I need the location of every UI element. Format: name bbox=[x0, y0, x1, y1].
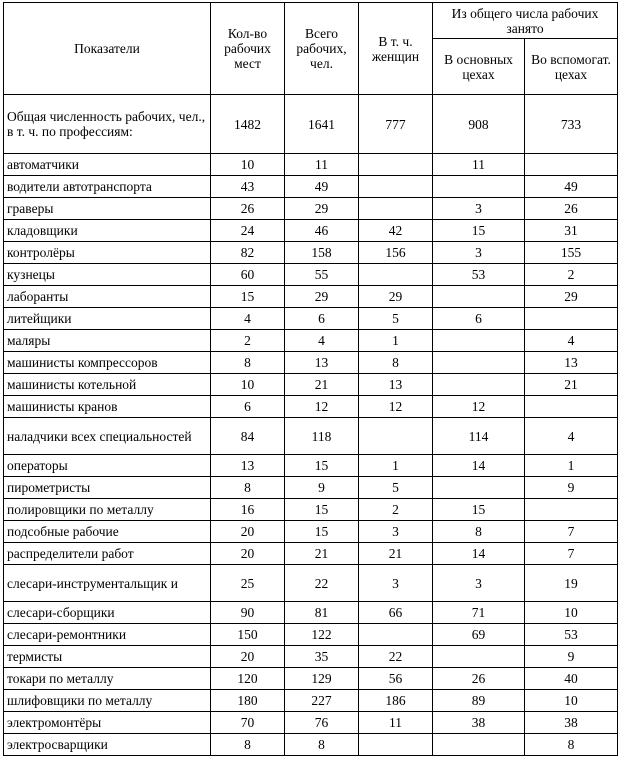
cell-name: шлифовщики по металлу bbox=[4, 690, 211, 712]
table-row bbox=[4, 477, 618, 499]
cell-women: 1 bbox=[359, 455, 433, 477]
cell-places: 1482 bbox=[211, 95, 285, 154]
cell-aux bbox=[525, 154, 618, 176]
cell-aux: 31 bbox=[525, 220, 618, 242]
cell-total: 81 bbox=[285, 602, 359, 624]
cell-aux: 38 bbox=[525, 712, 618, 734]
header-places: Кол-во рабочих мест bbox=[211, 3, 285, 95]
table-row bbox=[4, 565, 618, 602]
cell-places: 150 bbox=[211, 624, 285, 646]
cell-aux: 53 bbox=[525, 624, 618, 646]
cell-places: 20 bbox=[211, 646, 285, 668]
cell-total: 76 bbox=[285, 712, 359, 734]
cell-total: 21 bbox=[285, 374, 359, 396]
table-row bbox=[4, 95, 618, 154]
cell-places: 2 bbox=[211, 330, 285, 352]
cell-aux: 40 bbox=[525, 668, 618, 690]
cell-places: 8 bbox=[211, 734, 285, 756]
cell-aux: 10 bbox=[525, 602, 618, 624]
cell-name: машинисты котельной bbox=[4, 374, 211, 396]
cell-main bbox=[433, 330, 525, 352]
cell-places: 120 bbox=[211, 668, 285, 690]
cell-places: 26 bbox=[211, 198, 285, 220]
cell-aux: 155 bbox=[525, 242, 618, 264]
table-row bbox=[4, 308, 618, 330]
cell-aux: 733 bbox=[525, 95, 618, 154]
cell-name: слесари-сборщики bbox=[4, 602, 211, 624]
cell-women: 3 bbox=[359, 521, 433, 543]
cell-name: Общая численность рабочих, чел., в т. ч. по профессиям: bbox=[4, 95, 211, 154]
cell-name: операторы bbox=[4, 455, 211, 477]
cell-main bbox=[433, 646, 525, 668]
cell-places: 20 bbox=[211, 521, 285, 543]
cell-aux bbox=[525, 308, 618, 330]
cell-aux: 13 bbox=[525, 352, 618, 374]
cell-name: водители автотранспорта bbox=[4, 176, 211, 198]
header-women: В т. ч. женщин bbox=[359, 3, 433, 95]
cell-women: 3 bbox=[359, 565, 433, 602]
cell-total: 46 bbox=[285, 220, 359, 242]
cell-aux: 49 bbox=[525, 176, 618, 198]
cell-main: 6 bbox=[433, 308, 525, 330]
cell-total: 4 bbox=[285, 330, 359, 352]
cell-total: 122 bbox=[285, 624, 359, 646]
cell-women: 13 bbox=[359, 374, 433, 396]
cell-women: 11 bbox=[359, 712, 433, 734]
cell-total: 158 bbox=[285, 242, 359, 264]
cell-total: 21 bbox=[285, 543, 359, 565]
cell-total: 12 bbox=[285, 396, 359, 418]
cell-places: 15 bbox=[211, 286, 285, 308]
cell-aux: 21 bbox=[525, 374, 618, 396]
cell-women: 2 bbox=[359, 499, 433, 521]
cell-main: 12 bbox=[433, 396, 525, 418]
cell-name: кузнецы bbox=[4, 264, 211, 286]
header-aux: Во вспомогат. цехах bbox=[525, 39, 618, 95]
cell-main: 114 bbox=[433, 418, 525, 455]
cell-places: 180 bbox=[211, 690, 285, 712]
table-row bbox=[4, 154, 618, 176]
table-row bbox=[4, 734, 618, 756]
cell-aux: 7 bbox=[525, 543, 618, 565]
cell-places: 43 bbox=[211, 176, 285, 198]
cell-women: 5 bbox=[359, 477, 433, 499]
cell-main: 11 bbox=[433, 154, 525, 176]
cell-main: 3 bbox=[433, 565, 525, 602]
cell-women: 186 bbox=[359, 690, 433, 712]
cell-name: автоматчики bbox=[4, 154, 211, 176]
table-row bbox=[4, 521, 618, 543]
cell-main: 14 bbox=[433, 543, 525, 565]
cell-places: 4 bbox=[211, 308, 285, 330]
cell-aux bbox=[525, 396, 618, 418]
cell-main bbox=[433, 734, 525, 756]
cell-main: 8 bbox=[433, 521, 525, 543]
cell-places: 6 bbox=[211, 396, 285, 418]
cell-name: машинисты кранов bbox=[4, 396, 211, 418]
cell-main: 14 bbox=[433, 455, 525, 477]
cell-main bbox=[433, 477, 525, 499]
cell-name: машинисты компрессоров bbox=[4, 352, 211, 374]
cell-total: 22 bbox=[285, 565, 359, 602]
workers-table bbox=[3, 2, 618, 756]
cell-women bbox=[359, 418, 433, 455]
cell-main bbox=[433, 286, 525, 308]
table-row bbox=[4, 624, 618, 646]
cell-women: 12 bbox=[359, 396, 433, 418]
cell-places: 8 bbox=[211, 352, 285, 374]
cell-women: 56 bbox=[359, 668, 433, 690]
cell-places: 90 bbox=[211, 602, 285, 624]
cell-main: 53 bbox=[433, 264, 525, 286]
cell-places: 82 bbox=[211, 242, 285, 264]
cell-total: 35 bbox=[285, 646, 359, 668]
cell-total: 11 bbox=[285, 154, 359, 176]
cell-places: 16 bbox=[211, 499, 285, 521]
cell-places: 60 bbox=[211, 264, 285, 286]
table-row bbox=[4, 646, 618, 668]
table-row bbox=[4, 499, 618, 521]
cell-name: распределители работ bbox=[4, 543, 211, 565]
cell-aux: 2 bbox=[525, 264, 618, 286]
cell-women: 5 bbox=[359, 308, 433, 330]
cell-main: 908 bbox=[433, 95, 525, 154]
table-row bbox=[4, 396, 618, 418]
cell-places: 25 bbox=[211, 565, 285, 602]
cell-places: 13 bbox=[211, 455, 285, 477]
cell-total: 49 bbox=[285, 176, 359, 198]
cell-total: 129 bbox=[285, 668, 359, 690]
table-body bbox=[4, 95, 618, 756]
cell-women: 1 bbox=[359, 330, 433, 352]
cell-total: 227 bbox=[285, 690, 359, 712]
cell-aux: 4 bbox=[525, 418, 618, 455]
cell-name: пирометристы bbox=[4, 477, 211, 499]
table-row bbox=[4, 602, 618, 624]
cell-total: 8 bbox=[285, 734, 359, 756]
table-row bbox=[4, 455, 618, 477]
cell-aux bbox=[525, 499, 618, 521]
cell-main: 3 bbox=[433, 242, 525, 264]
cell-name: контролёры bbox=[4, 242, 211, 264]
cell-women bbox=[359, 154, 433, 176]
cell-places: 24 bbox=[211, 220, 285, 242]
cell-name: литейщики bbox=[4, 308, 211, 330]
cell-total: 15 bbox=[285, 499, 359, 521]
cell-women: 156 bbox=[359, 242, 433, 264]
cell-main bbox=[433, 176, 525, 198]
cell-aux: 4 bbox=[525, 330, 618, 352]
table-row bbox=[4, 352, 618, 374]
table-row bbox=[4, 418, 618, 455]
header-indicators: Показатели bbox=[4, 3, 211, 95]
cell-main: 69 bbox=[433, 624, 525, 646]
table-row bbox=[4, 712, 618, 734]
header-main: В основных цехах bbox=[433, 39, 525, 95]
header-total: Всего рабочих, чел. bbox=[285, 3, 359, 95]
cell-name: электромонтёры bbox=[4, 712, 211, 734]
table-row bbox=[4, 668, 618, 690]
table-row bbox=[4, 176, 618, 198]
cell-name: маляры bbox=[4, 330, 211, 352]
cell-total: 6 bbox=[285, 308, 359, 330]
cell-women: 29 bbox=[359, 286, 433, 308]
cell-total: 13 bbox=[285, 352, 359, 374]
cell-women: 66 bbox=[359, 602, 433, 624]
cell-name: слесари-ремонтники bbox=[4, 624, 211, 646]
cell-total: 118 bbox=[285, 418, 359, 455]
cell-places: 20 bbox=[211, 543, 285, 565]
cell-aux: 1 bbox=[525, 455, 618, 477]
table-row bbox=[4, 220, 618, 242]
cell-name: слесари-инструментальщик и bbox=[4, 565, 211, 602]
cell-places: 70 bbox=[211, 712, 285, 734]
cell-name: токари по металлу bbox=[4, 668, 211, 690]
cell-aux: 9 bbox=[525, 646, 618, 668]
cell-main bbox=[433, 352, 525, 374]
cell-main bbox=[433, 374, 525, 396]
cell-name: кладовщики bbox=[4, 220, 211, 242]
cell-total: 15 bbox=[285, 455, 359, 477]
cell-aux: 7 bbox=[525, 521, 618, 543]
cell-name: полировщики по металлу bbox=[4, 499, 211, 521]
cell-places: 10 bbox=[211, 154, 285, 176]
cell-total: 29 bbox=[285, 286, 359, 308]
table-row bbox=[4, 242, 618, 264]
cell-places: 10 bbox=[211, 374, 285, 396]
header-group: Из общего числа рабочих занято bbox=[433, 3, 618, 39]
table-row bbox=[4, 264, 618, 286]
cell-women: 21 bbox=[359, 543, 433, 565]
cell-name: электросварщики bbox=[4, 734, 211, 756]
cell-name: лаборанты bbox=[4, 286, 211, 308]
cell-women: 42 bbox=[359, 220, 433, 242]
cell-women bbox=[359, 198, 433, 220]
table-row bbox=[4, 690, 618, 712]
cell-main: 3 bbox=[433, 198, 525, 220]
cell-total: 9 bbox=[285, 477, 359, 499]
cell-total: 1641 bbox=[285, 95, 359, 154]
cell-total: 55 bbox=[285, 264, 359, 286]
cell-name: наладчики всех специальностей bbox=[4, 418, 211, 455]
cell-aux: 19 bbox=[525, 565, 618, 602]
cell-aux: 9 bbox=[525, 477, 618, 499]
cell-women: 22 bbox=[359, 646, 433, 668]
table-row bbox=[4, 374, 618, 396]
cell-main: 71 bbox=[433, 602, 525, 624]
cell-name: подсобные рабочие bbox=[4, 521, 211, 543]
table-row bbox=[4, 330, 618, 352]
cell-aux: 29 bbox=[525, 286, 618, 308]
cell-main: 89 bbox=[433, 690, 525, 712]
cell-main: 26 bbox=[433, 668, 525, 690]
cell-main: 15 bbox=[433, 499, 525, 521]
cell-total: 29 bbox=[285, 198, 359, 220]
cell-women bbox=[359, 264, 433, 286]
table-row bbox=[4, 286, 618, 308]
cell-women bbox=[359, 624, 433, 646]
cell-total: 15 bbox=[285, 521, 359, 543]
table-row bbox=[4, 198, 618, 220]
cell-places: 8 bbox=[211, 477, 285, 499]
cell-places: 84 bbox=[211, 418, 285, 455]
cell-aux: 26 bbox=[525, 198, 618, 220]
cell-name: граверы bbox=[4, 198, 211, 220]
cell-main: 15 bbox=[433, 220, 525, 242]
cell-women bbox=[359, 176, 433, 198]
table-row bbox=[4, 543, 618, 565]
cell-women: 8 bbox=[359, 352, 433, 374]
cell-women bbox=[359, 734, 433, 756]
cell-aux: 8 bbox=[525, 734, 618, 756]
cell-main: 38 bbox=[433, 712, 525, 734]
cell-women: 777 bbox=[359, 95, 433, 154]
cell-name: термисты bbox=[4, 646, 211, 668]
cell-aux: 10 bbox=[525, 690, 618, 712]
